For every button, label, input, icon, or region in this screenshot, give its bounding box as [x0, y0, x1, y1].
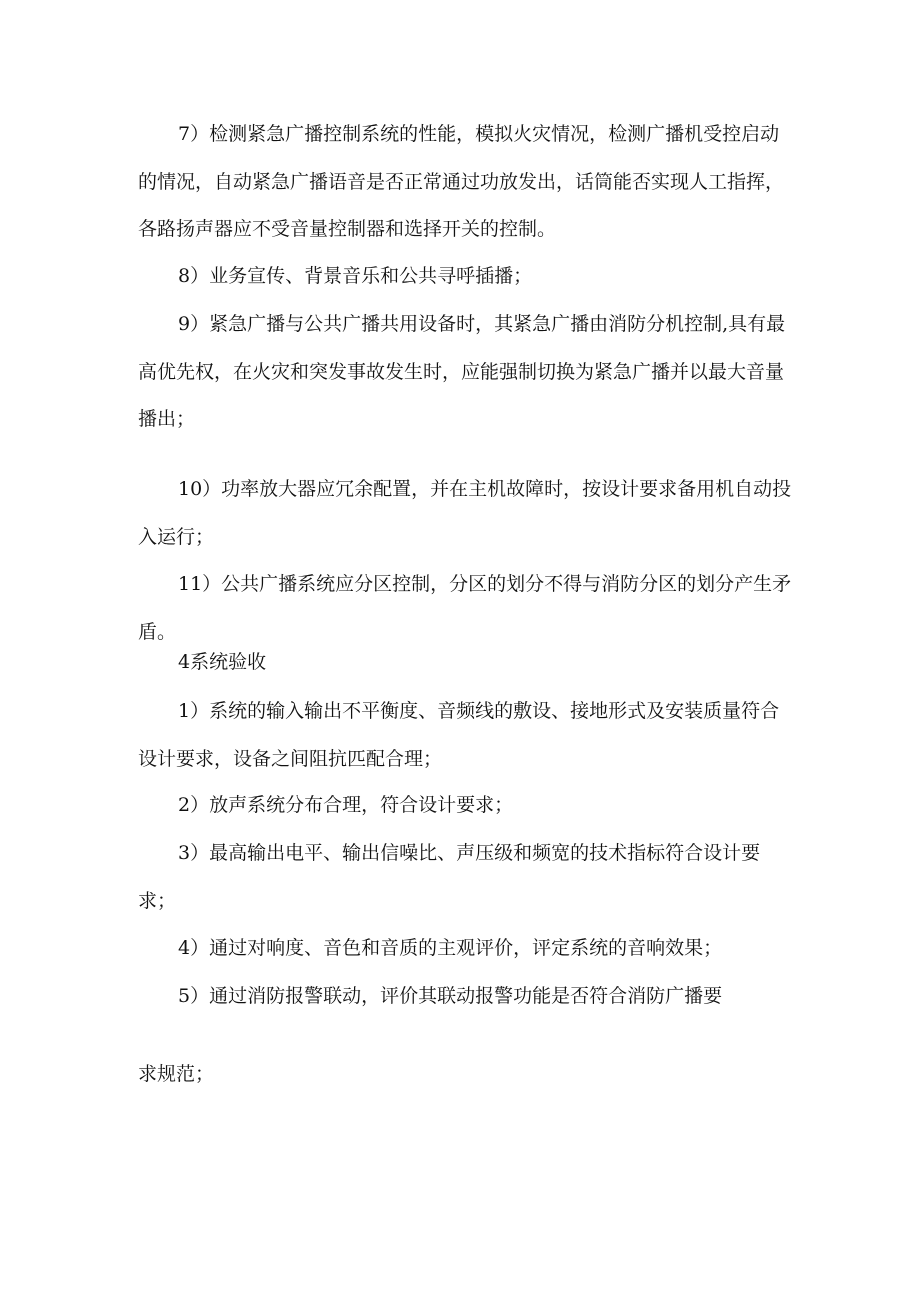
paragraph-item-7: 7）检测紧急广播控制系统的性能，模拟火灾情况，检测广播机受控启动的情况，自动紧急广播语音是否正常通过功放发出，话筒能否实现人工指挥，各路扬声器应不受音量控制器和选择开关的控制。 — [138, 123, 785, 240]
acceptance-item-2: 2）放声系统分布合理，符合设计要求； — [178, 794, 514, 816]
paragraph-item-9: 9）紧急广播与公共广播共用设备时，其紧急广播由消防分机控制,具有最高优先权，在火灾和突发事故发生时，应能强制切换为紧急广播并以最大音量播出； — [138, 313, 786, 430]
acceptance-item-5-continuation: 求规范； — [138, 1063, 215, 1085]
acceptance-item-5: 5）通过消防报警联动，评价其联动报警功能是否符合消防广播要 — [178, 985, 723, 1007]
paragraph-item-11: 11）公共广播系统应分区控制，分区的划分不得与消防分区的划分产生矛盾。 — [138, 573, 792, 643]
acceptance-item-4: 4）通过对响度、音色和音质的主观评价，评定系统的音响效果； — [178, 937, 723, 959]
paragraph-item-10: 10）功率放大器应冗余配置，并在主机故障时，按设计要求备用机自动投入运行； — [138, 478, 792, 548]
section-heading-system-acceptance: 4系统验收 — [178, 651, 267, 673]
acceptance-item-1: 1）系统的输入输出不平衡度、音频线的敷设、接地形式及安装质量符合设计要求，设备之间阻抗匹配合理； — [138, 700, 780, 770]
paragraph-item-8: 8）业务宣传、背景音乐和公共寻呼插播； — [178, 265, 533, 287]
acceptance-item-3: 3）最高输出电平、输出信噪比、声压级和频宽的技术指标符合设计要求； — [138, 842, 761, 912]
